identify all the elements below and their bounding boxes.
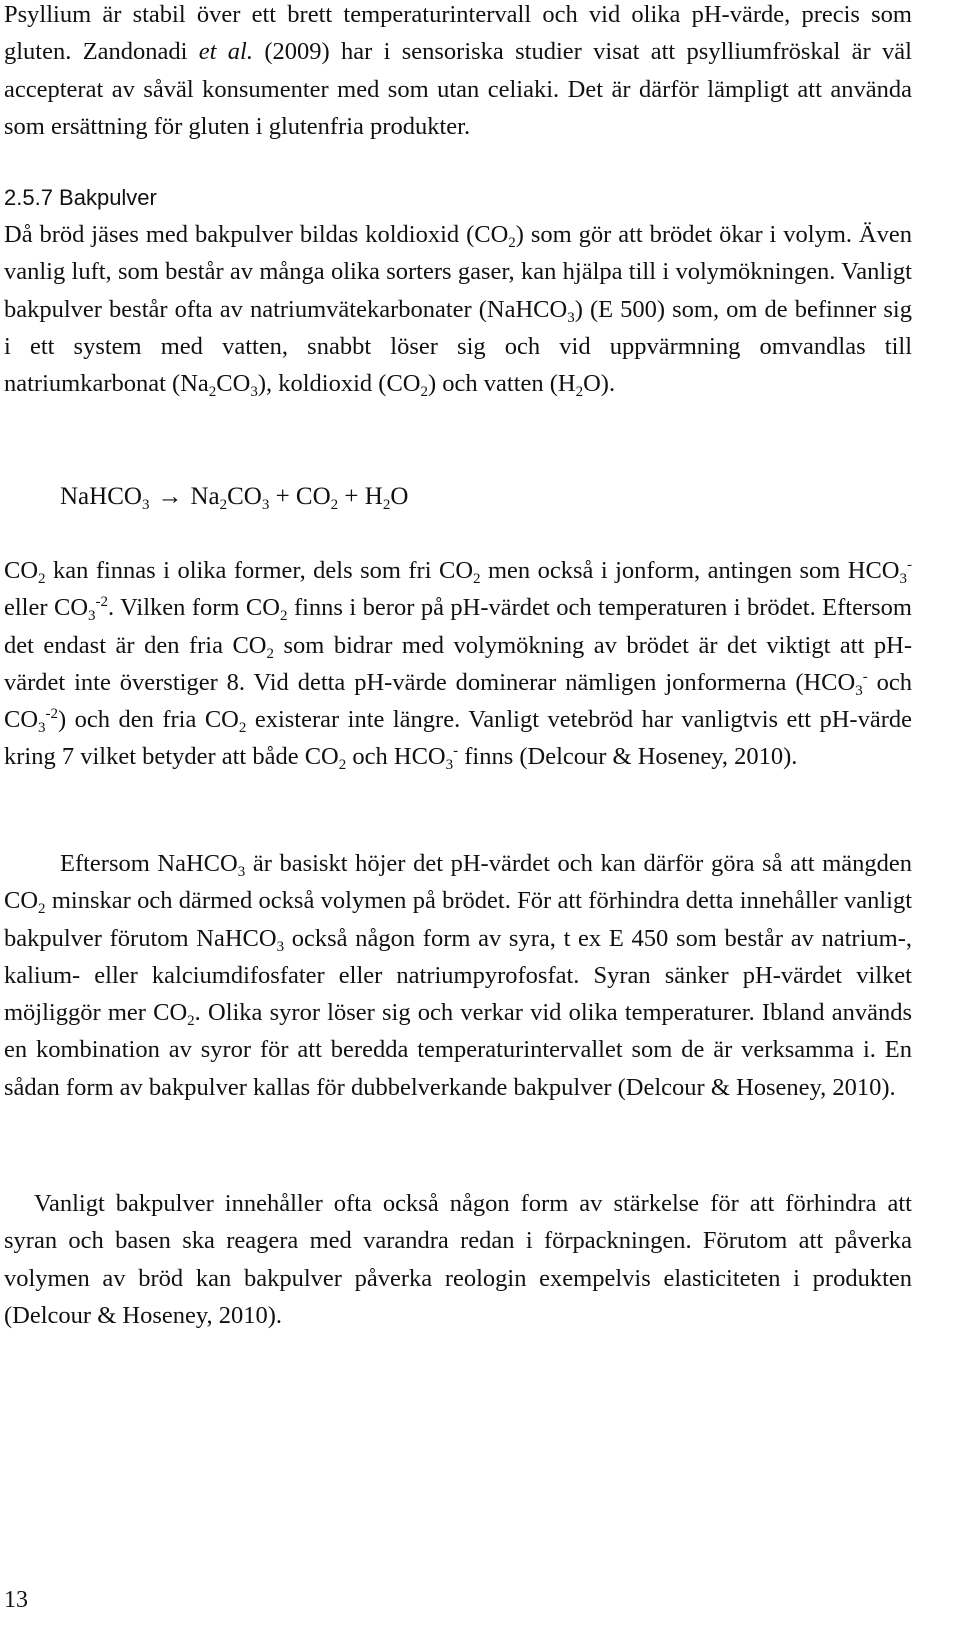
paragraph-co2-forms [4, 552, 912, 776]
subscript: 3 [250, 384, 258, 401]
superscript: - [453, 743, 459, 760]
superscript: -2 [95, 594, 109, 611]
reaction-arrow-icon: → [157, 483, 183, 510]
subscript: 3 [88, 608, 96, 625]
subscript: 3 [855, 682, 863, 699]
text-run: ) som gör att brödet ökar i volym. Även vanlig luft, som består av många olika sorters gaser, kan hjälpa till i volymökningen. Vanligt bakpulver består ofta av natriumvätekarbonater (NaHCO [4, 221, 912, 323]
subscript: 2 [38, 571, 46, 587]
paragraph-psyllium-text-c: (2009) har i sensoriska studier visat att psylliumfröskal är väl accepterat av såväl konsumenter med som utan celiaki. Det är därför lämpligt att använda som ersättning för gluten i glutenfria produkter. [4, 38, 912, 140]
subscript: 2 [38, 901, 46, 918]
subscript: 3 [567, 309, 575, 326]
equation-term: + CO [269, 483, 331, 510]
subscript: 2 [575, 384, 584, 401]
text-run: och HCO [346, 743, 446, 771]
text-run: . Olika syror löser sig och verkar vid olika temperaturer. Ibland används en kombination av syror för att beredda temperaturintervallet som de är verksamma i. En sådan form av bakpulver kallas för dubbelverkande bakpulver (Delcour & Hoseney, 2010). [4, 999, 913, 1101]
subscript: 3 [237, 864, 246, 880]
chemical-equation [60, 477, 408, 517]
subscript: 2 [473, 571, 481, 587]
text-run: finns i beror på pH-värdet och temperaturen i brödet. Eftersom det endast är den fria CO [4, 594, 912, 659]
text-run: O). [583, 370, 616, 398]
text-run: kan finnas i olika former, dels som fri CO [45, 557, 474, 584]
subscript: 2 [420, 384, 428, 401]
subscript: 2 [330, 497, 339, 513]
text-run: eller CO [4, 594, 89, 622]
text-run: också någon form av syra, t ex E 450 som består av natrium-, kalium- eller kalciumdifosfater eller natriumpyrofosfat. Syran sänker pH-värdet vilket möjliggör mer CO [4, 924, 912, 1027]
text-run: Eftersom NaHCO [60, 850, 238, 877]
subscript: 3 [261, 497, 270, 513]
section-heading-bakpulver: 2.5.7 Bakpulver [4, 185, 157, 210]
subscript: 3 [38, 720, 46, 737]
text-run: är basiskt höjer det pH-värdet och kan därför göra så att mängden CO [4, 850, 912, 915]
subscript: 2 [508, 235, 516, 251]
subscript: 2 [238, 720, 247, 737]
text-run: och CO [4, 668, 913, 734]
superscript: - [907, 557, 913, 573]
equation-term: + H [338, 483, 383, 510]
subscript: 3 [899, 571, 908, 587]
text-run: CO [216, 370, 251, 398]
paragraph-psyllium-text-a: Psyllium är stabil över ett brett temperaturintervall och vid olika pH-värde, precis som gluten. Zandonadi [4, 1, 912, 66]
text-run: ) (E 500) som, om de befinner sig i ett system med vatten, snabbt löser sig och vid uppvärmning omvandlas till natriumkarbonat (Na [4, 295, 912, 398]
text-run: ) och vatten (H [427, 370, 576, 398]
subscript: 3 [276, 938, 285, 955]
text-run: CO [4, 557, 39, 584]
text-run: men också i jonform, antingen som HCO [480, 557, 900, 584]
text-run: Då bröd jäses med bakpulver bildas koldioxid (CO [4, 221, 509, 248]
paragraph-psyllium [4, 0, 912, 145]
text-run: finns (Delcour & Hoseney, 2010). [458, 743, 798, 771]
equation-term: O [390, 483, 409, 510]
text-run: ), koldioxid (CO [257, 370, 421, 398]
et-al-italic: et al. [198, 38, 253, 66]
text-run: minskar och därmed också volymen på brödet. För att förhindra detta innehåller vanligt bakpulver förutom NaHCO [4, 887, 912, 952]
paragraph-starch [4, 1185, 912, 1334]
subscript: 2 [338, 757, 347, 774]
superscript: - [862, 668, 868, 685]
text-run: existerar inte längre. Vanligt vetebröd har vanligtvis ett pH-värde kring 7 vilket betyder att både CO [4, 706, 912, 771]
subscript: 3 [445, 757, 454, 774]
equation-term: NaHCO [60, 483, 142, 510]
subscript: 2 [266, 645, 274, 662]
subscript: 2 [208, 384, 217, 401]
text-run: som bidrar med volymökning av brödet är det viktigt att pH-värdet inte överstiger 8. Vid detta pH-värde dominerar nämligen jonformerna (HCO [4, 631, 913, 696]
paragraph-bakpulver-intro [4, 216, 912, 402]
paragraph-nahco3-acid [4, 845, 912, 1106]
equation-term: CO [227, 483, 262, 510]
superscript: -2 [45, 706, 59, 723]
text-run: ) och den fria CO [58, 706, 239, 734]
subscript: 2 [279, 608, 288, 625]
text-run: Vanligt bakpulver innehåller ofta också någon form av stärkelse för att förhindra att syran och basen ska reagera med varandra redan i förpackningen. Förutom att påverka volymen av bröd kan bakpulver påverka reologin exempelvis elasticiteten i produkten (Delcour & Hoseney, 2010). [4, 1190, 912, 1329]
subscript: 2 [382, 497, 391, 513]
text-run: . Vilken form CO [108, 594, 280, 622]
subscript: 3 [141, 497, 150, 513]
subscript: 2 [187, 1013, 195, 1030]
subscript: 2 [219, 497, 228, 513]
equation-term: Na [190, 483, 220, 510]
page-number: 13 [4, 1587, 28, 1613]
